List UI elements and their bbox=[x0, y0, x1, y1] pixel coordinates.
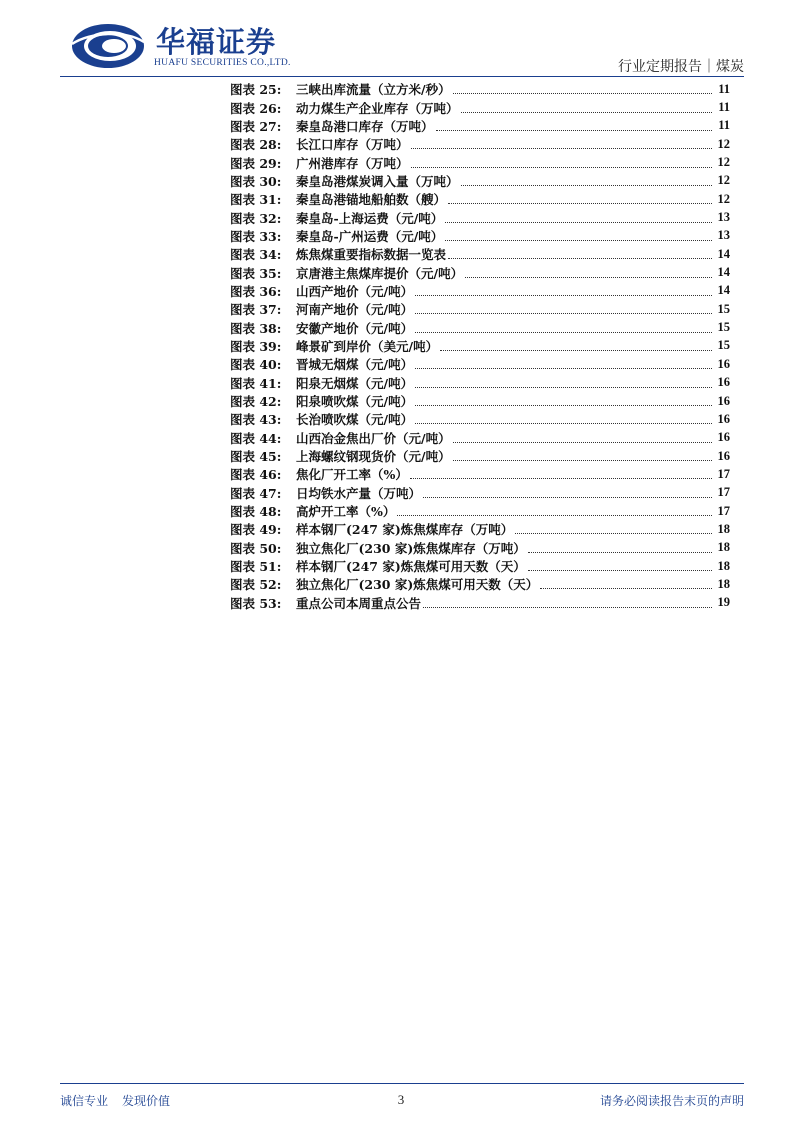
toc-row[interactable] bbox=[230, 520, 730, 538]
toc-dot-leader bbox=[461, 101, 712, 115]
toc-figure-title[interactable]: 秦皇岛-广州运费（元/吨） bbox=[296, 228, 444, 244]
toc-dot-leader bbox=[410, 467, 712, 481]
table-of-figures bbox=[230, 80, 730, 612]
toc-row[interactable] bbox=[230, 447, 730, 465]
toc-figure-title[interactable]: 高炉开工率（%） bbox=[296, 504, 396, 520]
toc-page-number[interactable]: 19 bbox=[717, 595, 730, 610]
toc-figure-title[interactable]: 炼焦煤重要指标数据一览表 bbox=[296, 247, 447, 263]
footer-slogan-2: 发现价值 bbox=[122, 1094, 171, 1108]
toc-row[interactable] bbox=[230, 153, 730, 171]
toc-figure-label: 图表 49: bbox=[230, 522, 282, 538]
logo-chinese-name: 华福证券 bbox=[156, 25, 277, 59]
toc-figure-label: 图表 44: bbox=[230, 430, 282, 446]
toc-page-number[interactable]: 11 bbox=[718, 100, 730, 115]
toc-dot-leader bbox=[448, 247, 712, 261]
toc-dot-leader bbox=[448, 192, 712, 206]
toc-page-number[interactable]: 16 bbox=[717, 393, 730, 408]
toc-figure-label: 图表 33: bbox=[230, 228, 282, 244]
toc-page-number[interactable]: 16 bbox=[717, 448, 730, 463]
page-number: 3 bbox=[397, 1092, 405, 1107]
toc-dot-leader bbox=[453, 82, 712, 96]
toc-figure-label: 图表 30: bbox=[230, 173, 282, 189]
toc-dot-leader bbox=[415, 321, 712, 335]
toc-figure-title[interactable]: 阳泉喷吹煤（元/吨） bbox=[296, 394, 414, 410]
toc-figure-title[interactable]: 峰景矿到岸价（美元/吨） bbox=[296, 338, 439, 354]
toc-figure-label: 图表 28: bbox=[230, 137, 282, 153]
toc-dot-leader bbox=[440, 339, 712, 353]
toc-dot-leader bbox=[445, 211, 712, 225]
toc-page-number[interactable]: 18 bbox=[717, 558, 730, 573]
toc-figure-label: 图表 51: bbox=[230, 559, 282, 575]
toc-figure-title[interactable]: 焦化厂开工率（%） bbox=[296, 467, 408, 483]
toc-page-number[interactable]: 13 bbox=[717, 228, 730, 243]
toc-figure-title[interactable]: 安徽产地价（元/吨） bbox=[296, 320, 414, 336]
toc-figure-title[interactable]: 样本钢厂(247 家)炼焦煤库存（万吨） bbox=[296, 522, 514, 538]
toc-figure-title[interactable]: 山西冶金焦出厂价（元/吨） bbox=[296, 430, 451, 446]
toc-figure-title[interactable]: 晋城无烟煤（元/吨） bbox=[296, 357, 414, 373]
toc-page-number[interactable]: 11 bbox=[718, 81, 730, 96]
toc-figure-title[interactable]: 上海螺纹钢现货价（元/吨） bbox=[296, 449, 451, 465]
toc-row[interactable] bbox=[230, 355, 730, 373]
toc-dot-leader bbox=[465, 266, 712, 280]
toc-figure-title[interactable]: 秦皇岛港煤炭调入量（万吨） bbox=[296, 173, 459, 189]
footer-disclaimer: 请务必阅读报告末页的声明 bbox=[599, 1094, 744, 1108]
toc-page-number[interactable]: 12 bbox=[717, 191, 730, 206]
huafu-logo-icon bbox=[70, 22, 146, 70]
toc-page-number[interactable]: 11 bbox=[718, 118, 730, 133]
toc-row[interactable] bbox=[230, 484, 730, 502]
toc-row[interactable] bbox=[230, 337, 730, 355]
company-logo bbox=[70, 20, 300, 72]
toc-figure-label: 图表 39: bbox=[230, 338, 282, 354]
toc-page-number[interactable]: 15 bbox=[717, 301, 730, 316]
toc-row[interactable] bbox=[230, 80, 730, 98]
toc-figure-label: 图表 37: bbox=[230, 302, 282, 318]
toc-dot-leader bbox=[423, 486, 712, 500]
toc-dot-leader bbox=[528, 559, 712, 573]
footer-slogan-1: 诚信专业 bbox=[60, 1094, 109, 1108]
toc-figure-title[interactable]: 广州港库存（万吨） bbox=[296, 155, 409, 171]
toc-figure-label: 图表 34: bbox=[230, 247, 282, 263]
toc-figure-label: 图表 43: bbox=[230, 412, 282, 428]
toc-figure-title[interactable]: 动力煤生产企业库存（万吨） bbox=[296, 100, 459, 116]
toc-dot-leader bbox=[415, 412, 712, 426]
toc-figure-label: 图表 45: bbox=[230, 449, 282, 465]
toc-dot-leader bbox=[423, 596, 712, 610]
toc-figure-title[interactable]: 独立焦化厂(230 家)炼焦煤库存（万吨） bbox=[296, 540, 526, 556]
toc-dot-leader bbox=[415, 357, 712, 371]
toc-figure-title[interactable]: 样本钢厂(247 家)炼焦煤可用天数（天） bbox=[296, 559, 526, 575]
footer-divider bbox=[60, 1083, 744, 1084]
toc-figure-label: 图表 50: bbox=[230, 540, 282, 556]
toc-dot-leader bbox=[415, 284, 712, 298]
toc-page-number[interactable]: 14 bbox=[717, 283, 730, 298]
toc-dot-leader bbox=[528, 541, 712, 555]
toc-figure-label: 图表 40: bbox=[230, 357, 282, 373]
toc-page-number[interactable]: 12 bbox=[717, 173, 730, 188]
logo-english-name: HUAFU SECURITIES CO.,LTD. bbox=[154, 58, 291, 68]
toc-row[interactable] bbox=[230, 374, 730, 392]
toc-row[interactable] bbox=[230, 245, 730, 263]
toc-dot-leader bbox=[515, 522, 712, 536]
toc-figure-title[interactable]: 长江口库存（万吨） bbox=[296, 137, 409, 153]
toc-row[interactable] bbox=[230, 539, 730, 557]
toc-figure-title[interactable]: 秦皇岛-上海运费（元/吨） bbox=[296, 210, 444, 226]
toc-dot-leader bbox=[411, 137, 712, 151]
toc-figure-label: 图表 52: bbox=[230, 577, 282, 593]
toc-figure-label: 图表 42: bbox=[230, 394, 282, 410]
toc-page-number[interactable]: 17 bbox=[717, 485, 730, 500]
toc-figure-title[interactable]: 三峡出库流量（立方米/秒） bbox=[296, 82, 451, 98]
toc-row[interactable] bbox=[230, 575, 730, 593]
toc-row[interactable] bbox=[230, 172, 730, 190]
toc-figure-title[interactable]: 秦皇岛港口库存（万吨） bbox=[296, 118, 434, 134]
toc-figure-label: 图表 41: bbox=[230, 375, 282, 391]
toc-figure-label: 图表 27: bbox=[230, 118, 282, 134]
toc-figure-title[interactable]: 重点公司本周重点公告 bbox=[296, 595, 422, 611]
toc-page-number[interactable]: 16 bbox=[717, 430, 730, 445]
toc-dot-leader bbox=[540, 577, 712, 591]
toc-row[interactable] bbox=[230, 117, 730, 135]
toc-row[interactable] bbox=[230, 410, 730, 428]
toc-figure-label: 图表 48: bbox=[230, 504, 282, 520]
toc-dot-leader bbox=[453, 449, 712, 463]
toc-figure-title[interactable]: 山西产地价（元/吨） bbox=[296, 283, 414, 299]
header-divider bbox=[60, 76, 744, 77]
toc-row[interactable] bbox=[230, 282, 730, 300]
toc-figure-title[interactable]: 长治喷吹煤（元/吨） bbox=[296, 412, 414, 428]
toc-row[interactable] bbox=[230, 208, 730, 226]
toc-row[interactable] bbox=[230, 465, 730, 483]
toc-figure-label: 图表 36: bbox=[230, 283, 282, 299]
toc-row[interactable] bbox=[230, 594, 730, 612]
toc-page-number[interactable]: 17 bbox=[717, 466, 730, 481]
toc-dot-leader bbox=[415, 376, 712, 390]
toc-figure-label: 图表 29: bbox=[230, 155, 282, 171]
toc-row[interactable] bbox=[230, 318, 730, 336]
toc-figure-title[interactable]: 秦皇岛港锚地船舶数（艘） bbox=[296, 192, 447, 208]
report-type: 行业定期报告｜煤炭 bbox=[618, 59, 744, 75]
toc-figure-label: 图表 53: bbox=[230, 595, 282, 611]
toc-dot-leader bbox=[415, 302, 712, 316]
toc-row[interactable] bbox=[230, 502, 730, 520]
toc-dot-leader bbox=[397, 504, 712, 518]
toc-page-number[interactable]: 17 bbox=[717, 503, 730, 518]
toc-dot-leader bbox=[445, 229, 712, 243]
toc-figure-title[interactable]: 独立焦化厂(230 家)炼焦煤可用天数（天） bbox=[296, 577, 539, 593]
toc-figure-title[interactable]: 日均铁水产量（万吨） bbox=[296, 485, 422, 501]
toc-page-number[interactable]: 18 bbox=[717, 540, 730, 555]
toc-row[interactable] bbox=[230, 557, 730, 575]
toc-row[interactable] bbox=[230, 429, 730, 447]
toc-figure-label: 图表 38: bbox=[230, 320, 282, 336]
toc-row[interactable] bbox=[230, 190, 730, 208]
toc-row[interactable] bbox=[230, 392, 730, 410]
toc-figure-title[interactable]: 河南产地价（元/吨） bbox=[296, 302, 414, 318]
toc-page-number[interactable]: 16 bbox=[717, 375, 730, 390]
toc-figure-label: 图表 32: bbox=[230, 210, 282, 226]
toc-page-number[interactable]: 16 bbox=[717, 356, 730, 371]
toc-figure-label: 图表 47: bbox=[230, 485, 282, 501]
toc-row[interactable] bbox=[230, 300, 730, 318]
toc-figure-title[interactable]: 阳泉无烟煤（元/吨） bbox=[296, 375, 414, 391]
toc-figure-title[interactable]: 京唐港主焦煤库提价（元/吨） bbox=[296, 265, 464, 281]
toc-row[interactable] bbox=[230, 135, 730, 153]
toc-dot-leader bbox=[415, 394, 712, 408]
toc-page-number[interactable]: 12 bbox=[717, 136, 730, 151]
toc-row[interactable] bbox=[230, 227, 730, 245]
toc-page-number[interactable]: 18 bbox=[717, 576, 730, 591]
toc-page-number[interactable]: 16 bbox=[717, 411, 730, 426]
toc-dot-leader bbox=[436, 119, 712, 133]
toc-page-number[interactable]: 14 bbox=[717, 265, 730, 280]
toc-dot-leader bbox=[461, 174, 712, 188]
toc-page-number[interactable]: 12 bbox=[717, 155, 730, 170]
toc-figure-label: 图表 25: bbox=[230, 82, 282, 98]
toc-page-number[interactable]: 15 bbox=[717, 320, 730, 335]
toc-dot-leader bbox=[453, 431, 712, 445]
toc-figure-label: 图表 46: bbox=[230, 467, 282, 483]
toc-figure-label: 图表 31: bbox=[230, 192, 282, 208]
toc-dot-leader bbox=[411, 156, 712, 170]
toc-page-number[interactable]: 18 bbox=[717, 521, 730, 536]
toc-page-number[interactable]: 14 bbox=[717, 246, 730, 261]
toc-page-number[interactable]: 15 bbox=[717, 338, 730, 353]
toc-page-number[interactable]: 13 bbox=[717, 210, 730, 225]
toc-row[interactable] bbox=[230, 98, 730, 116]
toc-figure-label: 图表 35: bbox=[230, 265, 282, 281]
toc-figure-label: 图表 26: bbox=[230, 100, 282, 116]
toc-row[interactable] bbox=[230, 263, 730, 281]
